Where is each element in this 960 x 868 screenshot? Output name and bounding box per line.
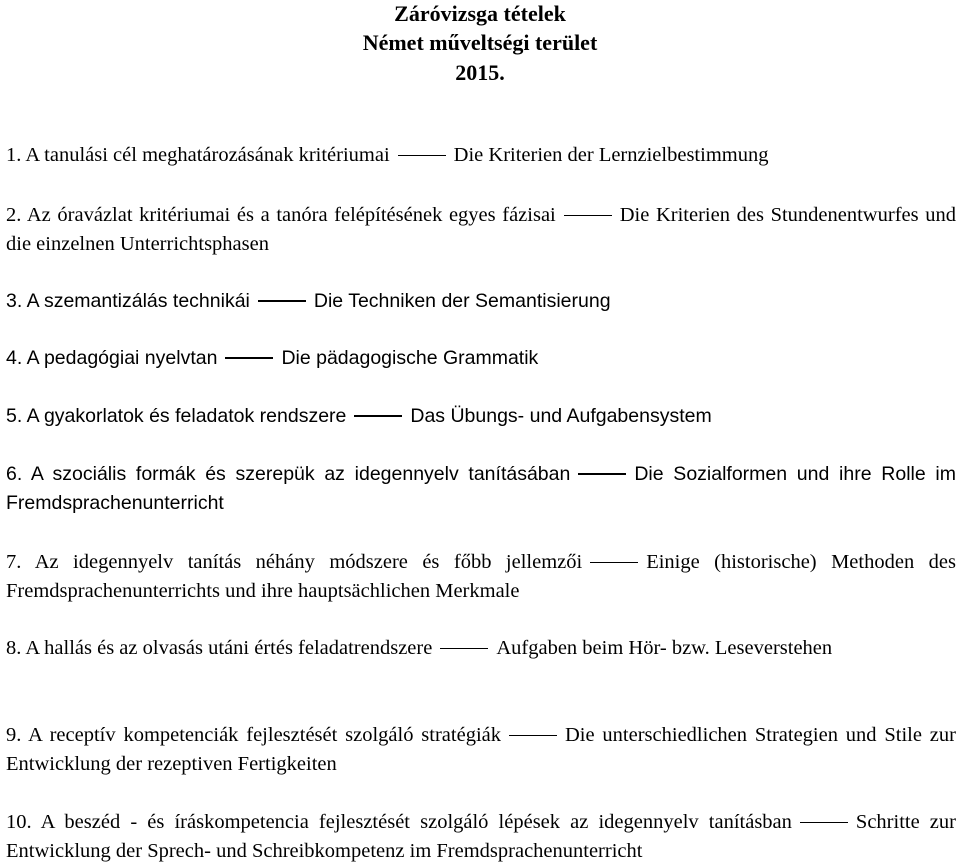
- em-dash-separator: [590, 562, 638, 564]
- item-text-german: Das Übungs- und Aufgabensystem: [410, 405, 712, 427]
- em-dash-separator: [800, 822, 848, 824]
- item-text-german: Die Techniken der Semantisierung: [313, 290, 611, 312]
- item-text-hungarian: 7. Az idegennyelv tanítás néhány módszere és főbb jellemzői: [6, 551, 583, 573]
- list-item: [6, 141, 956, 170]
- list-item: [6, 460, 956, 518]
- em-dash-separator: [564, 215, 612, 217]
- item-text-hungarian: 1. A tanulási cél meghatározásának kritériumai: [6, 144, 390, 166]
- list-item: [6, 548, 956, 606]
- item-text-hungarian: 4. A pedagógiai nyelvtan: [6, 347, 218, 369]
- list-item: [6, 344, 956, 373]
- item-text-german: Die unterschiedlichen Strategien und Stile zur Entwicklung der rezeptiven Fertigkeiten: [6, 724, 956, 775]
- em-dash-separator: [258, 300, 306, 302]
- item-text-hungarian: 10. A beszéd - és íráskompetencia fejlesztését szolgáló lépések az idegennyelv tanításban: [6, 811, 792, 833]
- list-item: [6, 721, 956, 779]
- list-item: [6, 808, 956, 866]
- item-text-hungarian: 9. A receptív kompetenciák fejlesztését szolgáló stratégiák: [6, 724, 501, 746]
- item-text-german: Die Kriterien des Stundenentwurfes und die einzelnen Unterrichtsphasen: [6, 204, 956, 255]
- item-text-hungarian: 6. A szociális formák és szerepük az idegennyelv tanításában: [6, 463, 571, 485]
- document-subtitle: Német műveltségi terület: [362, 30, 598, 55]
- item-text-hungarian: 8. A hallás és az olvasás utáni értés feladatrendszere: [6, 637, 433, 659]
- item-text-german: Einige (historische) Methoden des Fremdsprachenunterrichts und ihre hauptsächlichen Merkmale: [6, 551, 956, 602]
- item-text-hungarian: 5. A gyakorlatok és feladatok rendszere: [6, 405, 347, 427]
- em-dash-separator: [398, 155, 446, 157]
- document-title: Záróvizsga tételek: [394, 1, 566, 26]
- item-text-hungarian: 3. A szemantizálás technikái: [6, 290, 250, 312]
- list-item: [6, 201, 956, 259]
- item-text-hungarian: 2. Az óravázlat kritériumai és a tanóra felépítésének egyes fázisai: [6, 204, 556, 226]
- em-dash-separator: [354, 415, 402, 417]
- document-year: 2015.: [455, 60, 505, 85]
- item-text-german: Die Sozialformen und ihre Rolle im Fremdsprachenunterricht: [6, 463, 956, 514]
- em-dash-separator: [225, 357, 273, 359]
- item-text-german: Aufgaben beim Hör- bzw. Leseverstehen: [496, 637, 833, 659]
- item-text-german: Die pädagogische Grammatik: [281, 347, 539, 369]
- item-text-german: Schritte zur Entwicklung der Sprech- und Schreibkompetenz im Fremdsprachenunterricht: [6, 811, 956, 862]
- item-text-german: Die Kriterien der Lernzielbestimmung: [453, 144, 769, 166]
- list-item: [6, 634, 956, 663]
- em-dash-separator: [440, 648, 488, 650]
- em-dash-separator: [578, 473, 626, 475]
- list-item: [6, 287, 956, 316]
- list-item: [6, 402, 956, 431]
- em-dash-separator: [509, 735, 557, 737]
